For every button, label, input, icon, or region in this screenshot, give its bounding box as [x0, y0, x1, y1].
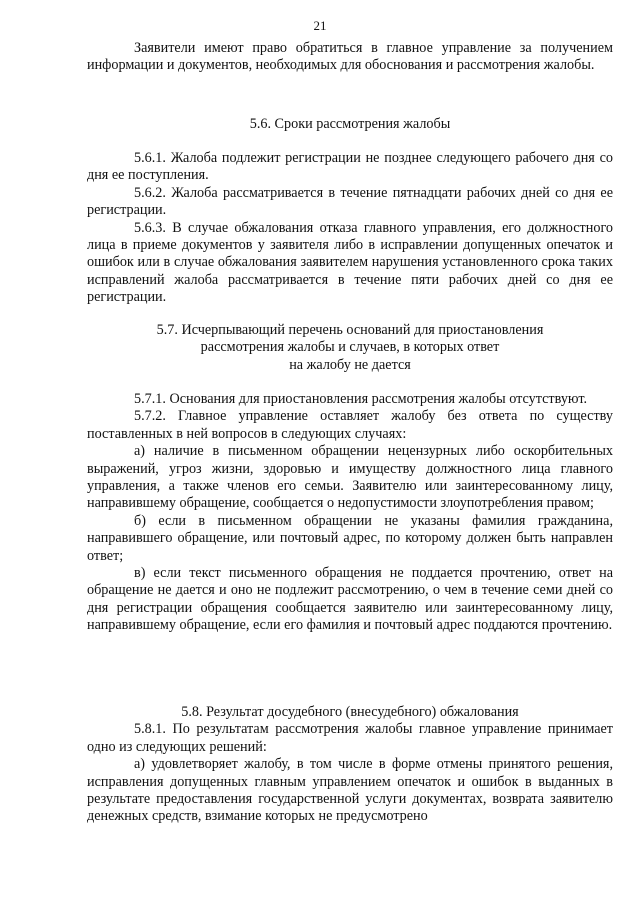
section-5-7-heading-line-2: рассмотрения жалобы и случаев, в которых ответ — [200, 339, 500, 356]
paragraph-b: б) если в письменном обращении не указаны фамилия гражданина, направившего обращение, или почтовый адрес, по которому должен быть направлен ответ; — [87, 512, 613, 564]
paragraph-5-7-2: 5.7.2. Главное управление оставляет жалобу без ответа по существу поставленных в ней вопросов в следующих случаях: — [87, 408, 613, 442]
page-number: 21 — [313, 18, 327, 33]
paragraph-a: а) наличие в письменном обращении нецензурных либо оскорбительных выражений, угроз жизни, здоровью и имуществу должностного лица главного управления, а также членов его семьи. Заявителю или заинтересованному лицу, направившему обращение, сообщается о недопустимости злоупотребления правом; — [87, 443, 613, 512]
paragraph-5-8-1: 5.8.1. По результатам рассмотрения жалобы главное управление принимает одно из следующих решений: — [87, 721, 613, 755]
intro-paragraph: Заявители имеют право обратиться в главное управление за получением информации и документов, необходимых для обоснования и рассмотрения жалобы. — [87, 40, 613, 74]
section-5-8-heading: 5.8. Результат досудебного (внесудебного) обжалования — [181, 704, 519, 720]
section-5-6-heading: 5.6. Сроки рассмотрения жалобы — [249, 116, 451, 132]
paragraph-5-6-3: 5.6.3. В случае обжалования отказа главного управления, его должностного лица в приеме документов у заявителя либо в исправлении допущенных опечаток и ошибок или в случае обжалования заявителем нарушения установленного срока таких исправлений жалоба рассматривается в течение пяти рабочих дней со дня ее регистрации. — [87, 219, 613, 306]
paragraph-a-result: а) удовлетворяет жалобу, в том числе в форме отмены принятого решения, исправления допущенных главным управлением опечаток и ошибок в выданных в результате предоставления государственной услуги документах, возврата заявителю денежных средств, взимание которых не предусмотрено — [87, 756, 613, 825]
section-5-7-heading-line-1: 5.7. Исчерпывающий перечень оснований для приостановления — [156, 322, 544, 338]
paragraph-v: в) если текст письменного обращения не поддается прочтению, ответ на обращение не дается и оно не подлежит рассмотрению, о чем в течение семи дней со дня регистрации обращения сообщается заявителю или заинтересованному лицу, направившему обращение, если его фамилия и почтовый адрес поддаются прочтению. — [87, 565, 613, 634]
paragraph-5-6-1: 5.6.1. Жалоба подлежит регистрации не позднее следующего рабочего дня со дня ее поступления. — [87, 150, 613, 184]
paragraph-5-6-2: 5.6.2. Жалоба рассматривается в течение пятнадцати рабочих дней со дня ее регистрации. — [87, 184, 613, 219]
section-5-7-heading-line-3: на жалобу не дается — [289, 356, 411, 373]
paragraph-5-7-1: 5.7.1. Основания для приостановления рассмотрения жалобы отсутствуют. — [134, 391, 588, 407]
